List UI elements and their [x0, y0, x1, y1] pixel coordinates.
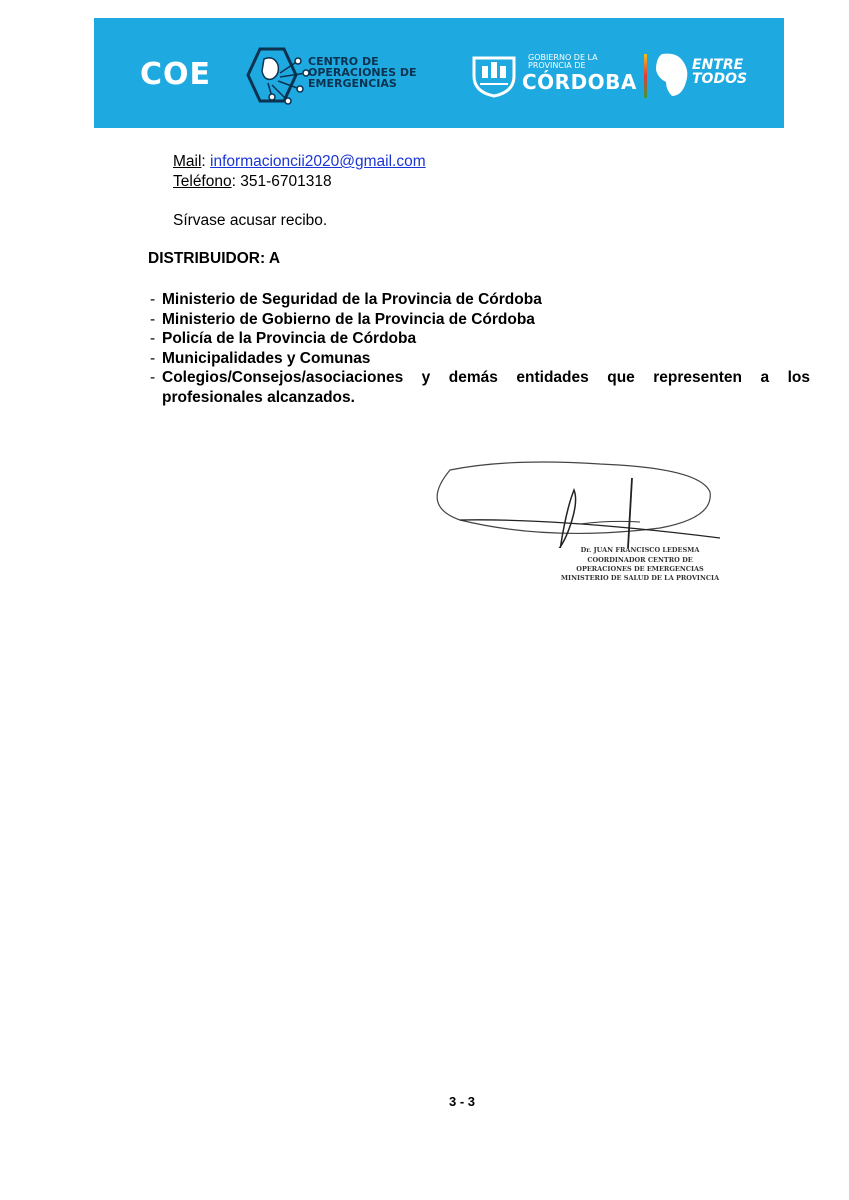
coe-letters: COE — [140, 57, 212, 92]
distribution-list — [150, 290, 810, 407]
signer-role-2: OPERACIONES DE EMERGENCIAS — [576, 565, 704, 573]
acknowledge-text: Sírvase acusar recibo. — [173, 212, 328, 229]
mail-line — [173, 153, 426, 171]
phone-line — [173, 173, 332, 191]
province-map-icon — [652, 52, 692, 98]
cordoba-shield-icon — [470, 52, 518, 98]
signature-scribble — [420, 458, 720, 548]
list-item: - Ministerio de Seguridad de la Provincia de Córdoba — [150, 291, 542, 308]
signer-name: Dr. JUAN FRANCISCO LEDESMA — [580, 546, 700, 554]
signer-role-1: COORDINADOR CENTRO DE — [587, 556, 693, 564]
list-item: - Policía de la Provincia de Córdoba — [150, 330, 417, 347]
slogan: ENTRE TODOS — [692, 57, 748, 87]
mail-separator: : — [201, 153, 211, 170]
signature-block — [420, 458, 720, 588]
cordoba-logo — [470, 52, 770, 102]
phone-label: Teléfono — [173, 173, 232, 190]
network-icon — [232, 43, 312, 107]
header-banner — [94, 18, 784, 128]
phone-value: : 351-6701318 — [231, 173, 332, 190]
list-item: - Colegios/Consejos/asociaciones y demás entidades que representen a los profesionales alcanzados. — [150, 369, 810, 406]
government-label: GOBIERNO DE LA PROVINCIA DE — [528, 53, 598, 70]
distribution-title: DISTRIBUIDOR: A — [148, 250, 281, 267]
page-number: 3 - 3 — [448, 1094, 476, 1109]
list-item: - Municipalidades y Comunas — [150, 349, 371, 367]
cordoba-name: CÓRDOBA — [522, 70, 637, 94]
color-divider — [644, 54, 647, 98]
mail-label: Mail — [173, 153, 202, 170]
coe-name: CENTRO DE OPERACIONES DE EMERGENCIAS — [308, 55, 417, 90]
coe-logo — [140, 43, 440, 107]
mail-link[interactable]: informacioncii2020@gmail.com — [210, 153, 426, 170]
signer-ministry: MINISTERIO DE SALUD DE LA PROVINCIA — [560, 574, 720, 582]
list-item: - Ministerio de Gobierno de la Provincia de Córdoba — [150, 310, 535, 328]
